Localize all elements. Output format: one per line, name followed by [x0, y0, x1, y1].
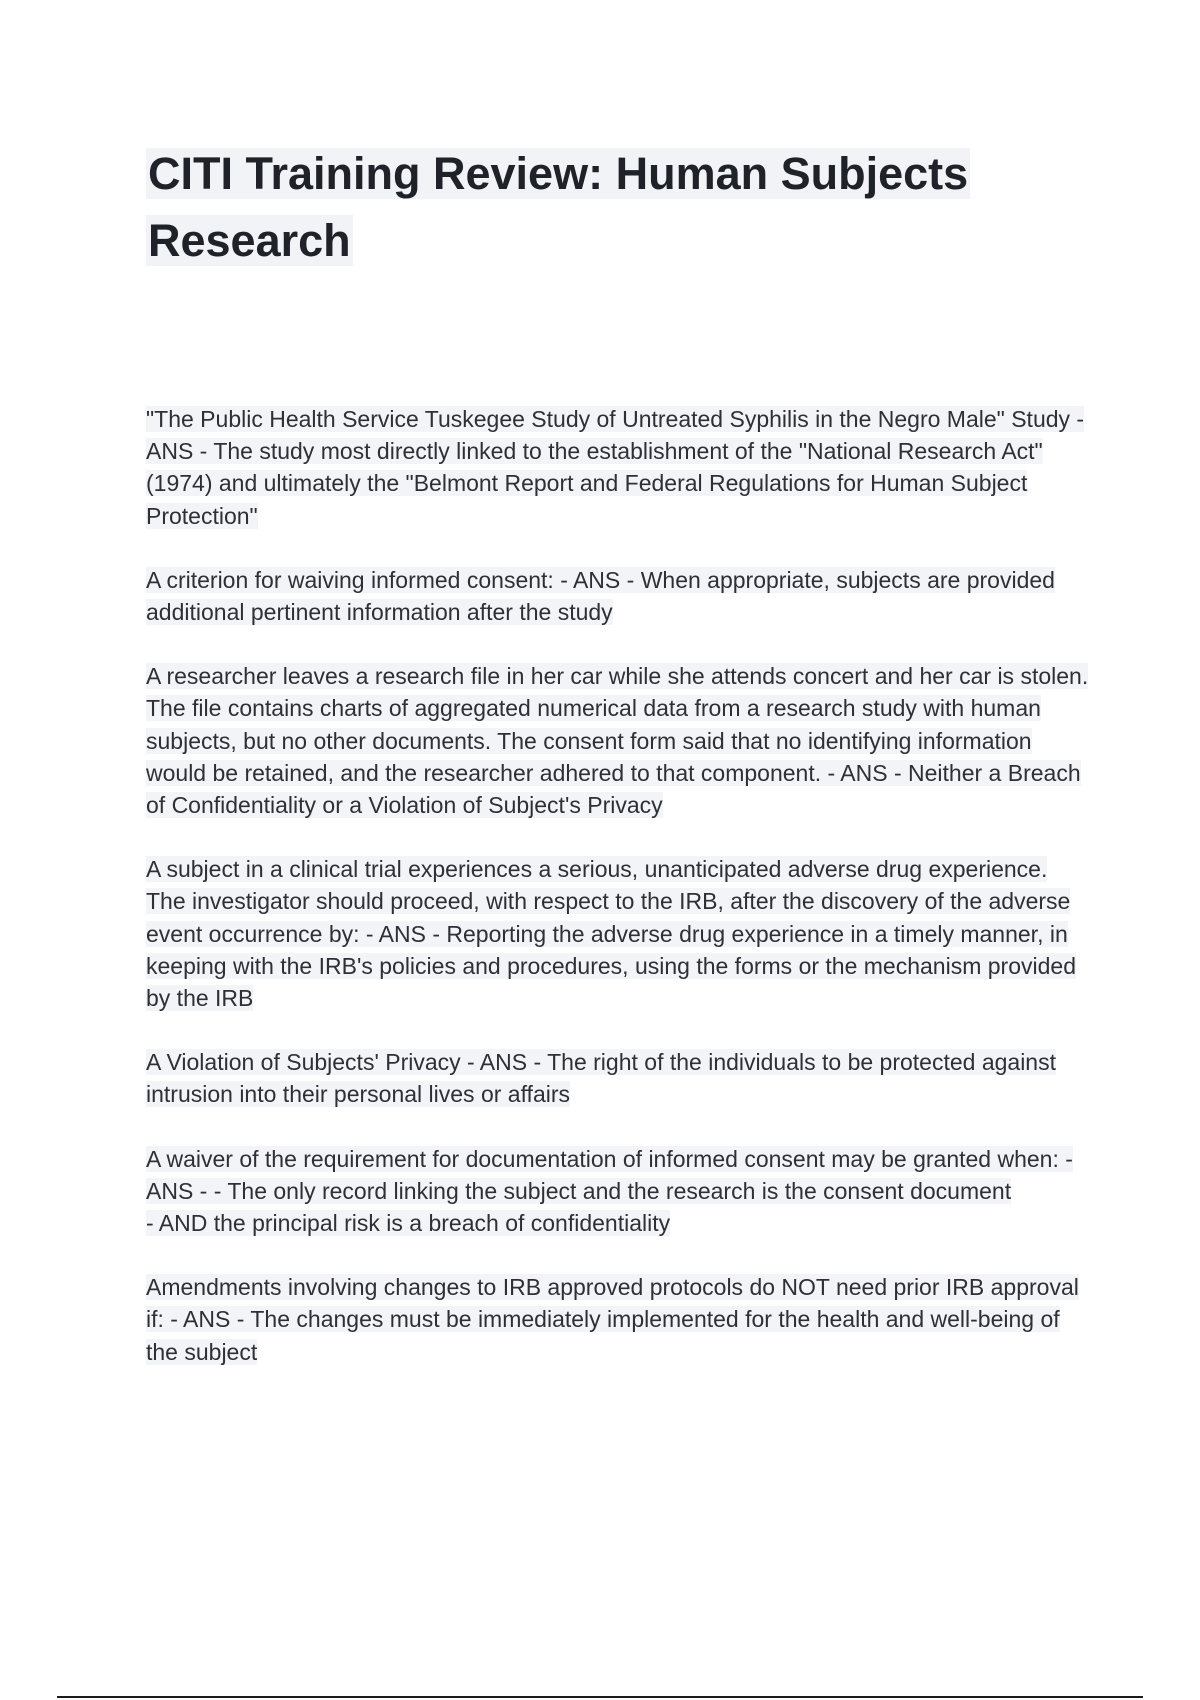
qa-entry	[146, 660, 1091, 821]
qa-entry	[146, 1271, 1091, 1368]
qa-entry	[146, 1046, 1091, 1110]
qa-entry-text: A waiver of the requirement for documentation of informed consent may be granted when: - ANS - - The only record linking the subject and the research is the consent document - AND the principal risk is a breach of confidentiality	[146, 1145, 1073, 1237]
qa-entry-text: A subject in a clinical trial experiences a serious, unanticipated adverse drug experience. The investigator should proceed, with respect to the IRB, after the discovery of the adverse event occurrence by: - ANS - Reporting the adverse drug experience in a timely manner, in keeping with the IRB's policies and procedures, using the forms or the mechanism provided by the IRB	[146, 856, 1076, 1012]
qa-entry	[146, 564, 1091, 628]
qa-entry	[146, 1143, 1091, 1240]
page-bottom-divider	[57, 1696, 1143, 1698]
qa-entry	[146, 853, 1091, 1014]
qa-list	[146, 403, 1091, 1400]
page-title-text: CITI Training Review: Human Subjects Research	[148, 148, 969, 266]
qa-entry-text: A researcher leaves a research file in her car while she attends concert and her car is stolen. The file contains charts of aggregated numerical data from a research study with human subjects, but no other documents. The consent form said that no identifying information would be retained, and the researcher adhered to that component. - ANS - Neither a Breach of Confidentiality or a Violation of Subject's Privacy	[146, 663, 1089, 819]
qa-entry-text: A Violation of Subjects' Privacy - ANS - The right of the individuals to be protected against intrusion into their personal lives or affairs	[146, 1049, 1056, 1108]
qa-entry	[146, 403, 1091, 532]
qa-entry-text: A criterion for waiving informed consent: - ANS - When appropriate, subjects are provided additional pertinent information after the study	[146, 566, 1055, 626]
page-title	[146, 140, 1046, 274]
qa-entry-text: "The Public Health Service Tuskegee Study of Untreated Syphilis in the Negro Male" Study - ANS - The study most directly linked to the establishment of the "National Research Act" (1974) and ultimately the "Belmont Report and Federal Regulations for Human Subject Protection"	[146, 406, 1085, 529]
qa-entry-text: Amendments involving changes to IRB approved protocols do NOT need prior IRB approval if: - ANS - The changes must be immediately implemented for the health and well-being of the subject	[146, 1274, 1079, 1365]
